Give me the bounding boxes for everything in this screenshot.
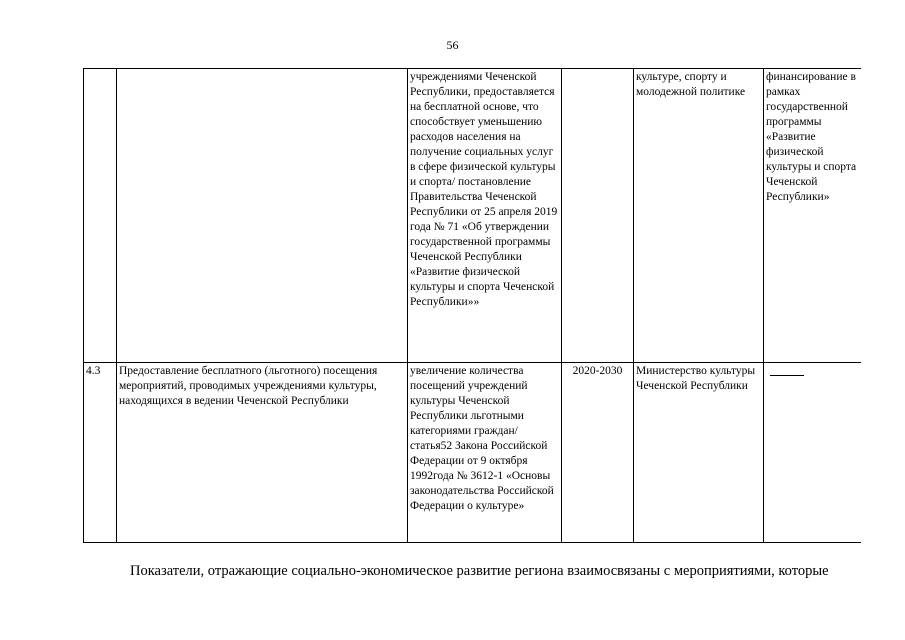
executor-cell: культуре, спорту и молодежной политике: [634, 69, 764, 363]
financing-cell: [764, 363, 862, 543]
expected-result-cell: учреждениями Чеченской Республики, предоставляется на бесплатной основе, что способствует уменьшению расходов населения на получение социальных услуг в сфере физической культуры и спорта/ постановление Правительства Чеченской Республики от 25 апреля 2019 года № 71 «Об утверждении государственной программы Чеченской Республики «Развитие физической культуры и спорта Чеченской Республики»»: [408, 69, 562, 363]
expected-result-cell: увеличение количества посещений учреждений культуры Чеченской Республики льготными категориями граждан/ статья52 Закона Российской Федерации от 9 октября 1992года № 3612-1 «Основы законодательства Российской Федерации о культуре»: [408, 363, 562, 543]
table-row: [84, 363, 862, 543]
measure-name-cell: Предоставление бесплатного (льготного) посещения мероприятий, проводимых учреждениями культуры, находящихся в ведении Чеченской Республики: [117, 363, 408, 543]
term-cell: 2020-2030: [562, 363, 634, 543]
executor-cell: Министерство культуры Чеченской Республики: [634, 363, 764, 543]
body-paragraph: Показатели, отражающие социально-экономическое развитие региона взаимосвязаны с мероприятиями, которые: [130, 563, 829, 579]
row-number-cell: 4.3: [84, 363, 117, 543]
term-cell: [562, 69, 634, 363]
dash-line: [770, 370, 804, 376]
table-row: [84, 69, 862, 363]
page-number: 56: [446, 38, 459, 52]
measures-table: [83, 68, 861, 543]
financing-cell: финансирование в рамках государственной программы «Развитие физической культуры и спорта Чеченской Республики»: [764, 69, 862, 363]
row-number-cell: [84, 69, 117, 363]
measure-name-cell: [117, 69, 408, 363]
